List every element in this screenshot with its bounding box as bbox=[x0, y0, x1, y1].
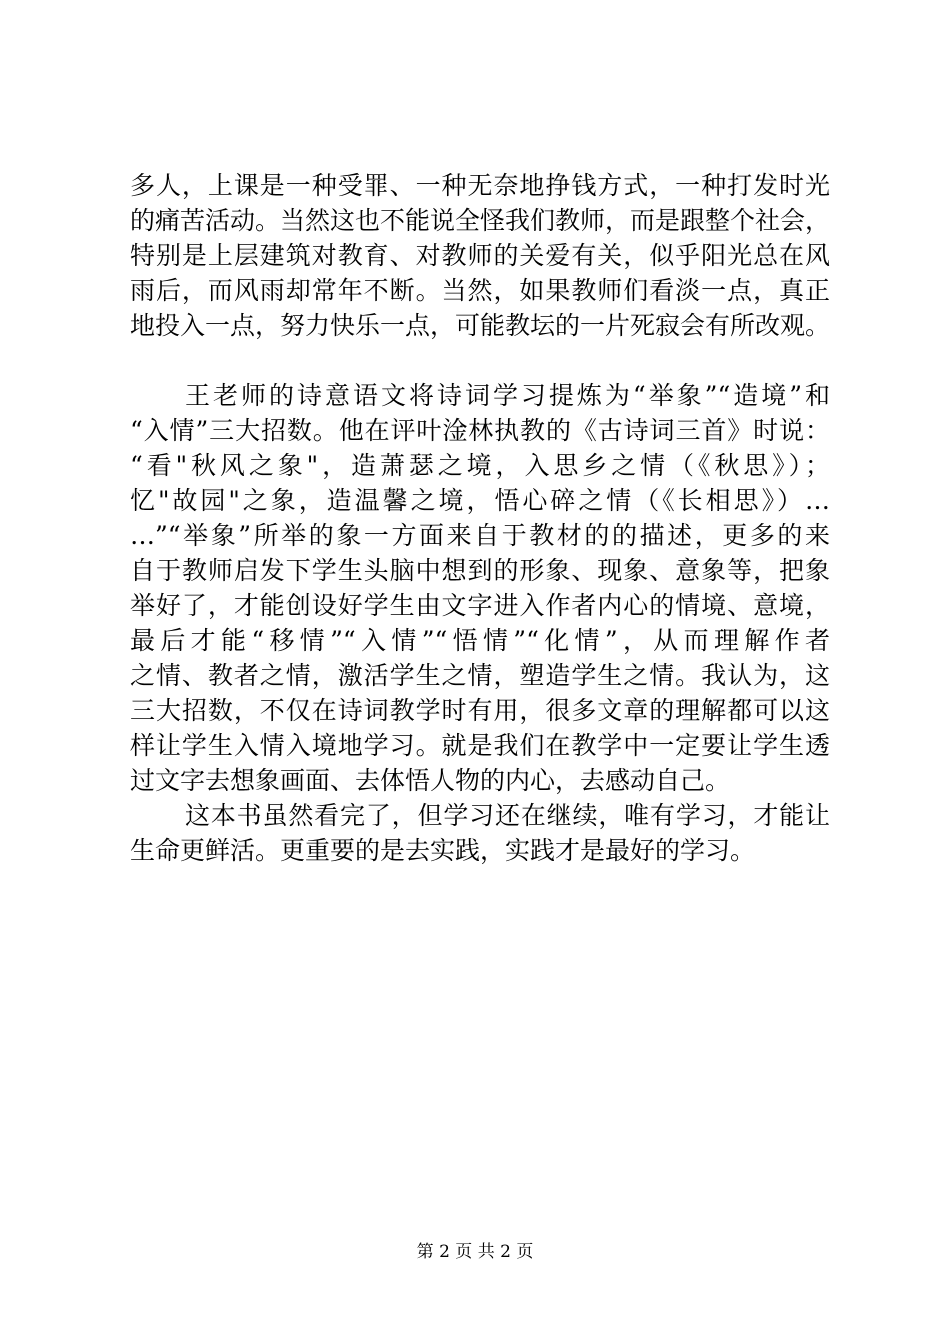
text-line: 自于教师启发下学生头脑中想到的形象、现象、意象等，把象 bbox=[130, 556, 830, 585]
paragraph-2 bbox=[130, 378, 830, 798]
text-line: …”“举象”所举的象一方面来自于教材的的描述，更多的来 bbox=[130, 521, 830, 550]
text-line: 生命更鲜活。更重要的是去实践，实践才是最好的学习。 bbox=[130, 836, 756, 865]
text-line: 样让学生入情入境地学习。就是我们在教学中一定要让学生透 bbox=[130, 731, 830, 760]
text-line: 这本书虽然看完了，但学习还在继续，唯有学习，才能让 bbox=[185, 801, 830, 830]
text-line: 的痛苦活动。当然这也不能说全怪我们教师，而是跟整个社会， bbox=[130, 206, 831, 235]
text-line: 之情、教者之情，激活学生之情，塑造学生之情。我认为，这 bbox=[130, 661, 830, 690]
text-line: 过文字去想象画面、去体悟人物的内心，去感动自己。 bbox=[130, 766, 731, 795]
page-footer bbox=[0, 1240, 950, 1264]
paragraph-1 bbox=[130, 168, 830, 343]
text-line: “入情”三大招数。他在评叶淦林执教的《古诗词三首》时说： bbox=[130, 416, 830, 445]
body-text bbox=[130, 168, 830, 868]
text-line: 最后才能“移情”“入情”“悟情”“化情”，从而理解作者 bbox=[130, 626, 830, 655]
text-line: 王老师的诗意语文将诗词学习提炼为“举象”“造境”和 bbox=[185, 381, 830, 410]
text-line: 特别是上层建筑对教育、对教师的关爱有关，似乎阳光总在风 bbox=[130, 241, 830, 270]
text-line: “看"秋风之象"，造萧瑟之境，入思乡之情（《秋思》）； bbox=[130, 451, 830, 480]
text-line: 三大招数，不仅在诗词教学时有用，很多文章的理解都可以这 bbox=[130, 696, 830, 725]
text-line: 举好了，才能创设好学生由文字进入作者内心的情境、意境， bbox=[130, 591, 830, 620]
paragraph-3 bbox=[130, 798, 830, 868]
page-number-label: 第 2 页 共 2 页 bbox=[416, 1242, 534, 1262]
text-line: 多人，上课是一种受罪、一种无奈地挣钱方式，一种打发时光 bbox=[130, 171, 830, 200]
text-line: 忆"故园"之象，造温馨之境，悟心碎之情（《长相思》）… bbox=[130, 486, 830, 515]
text-line: 地投入一点，努力快乐一点，可能教坛的一片死寂会有所改观。 bbox=[130, 311, 831, 340]
paragraph-gap bbox=[130, 343, 830, 378]
text-line: 雨后，而风雨却常年不断。当然，如果教师们看淡一点，真正 bbox=[130, 276, 830, 305]
